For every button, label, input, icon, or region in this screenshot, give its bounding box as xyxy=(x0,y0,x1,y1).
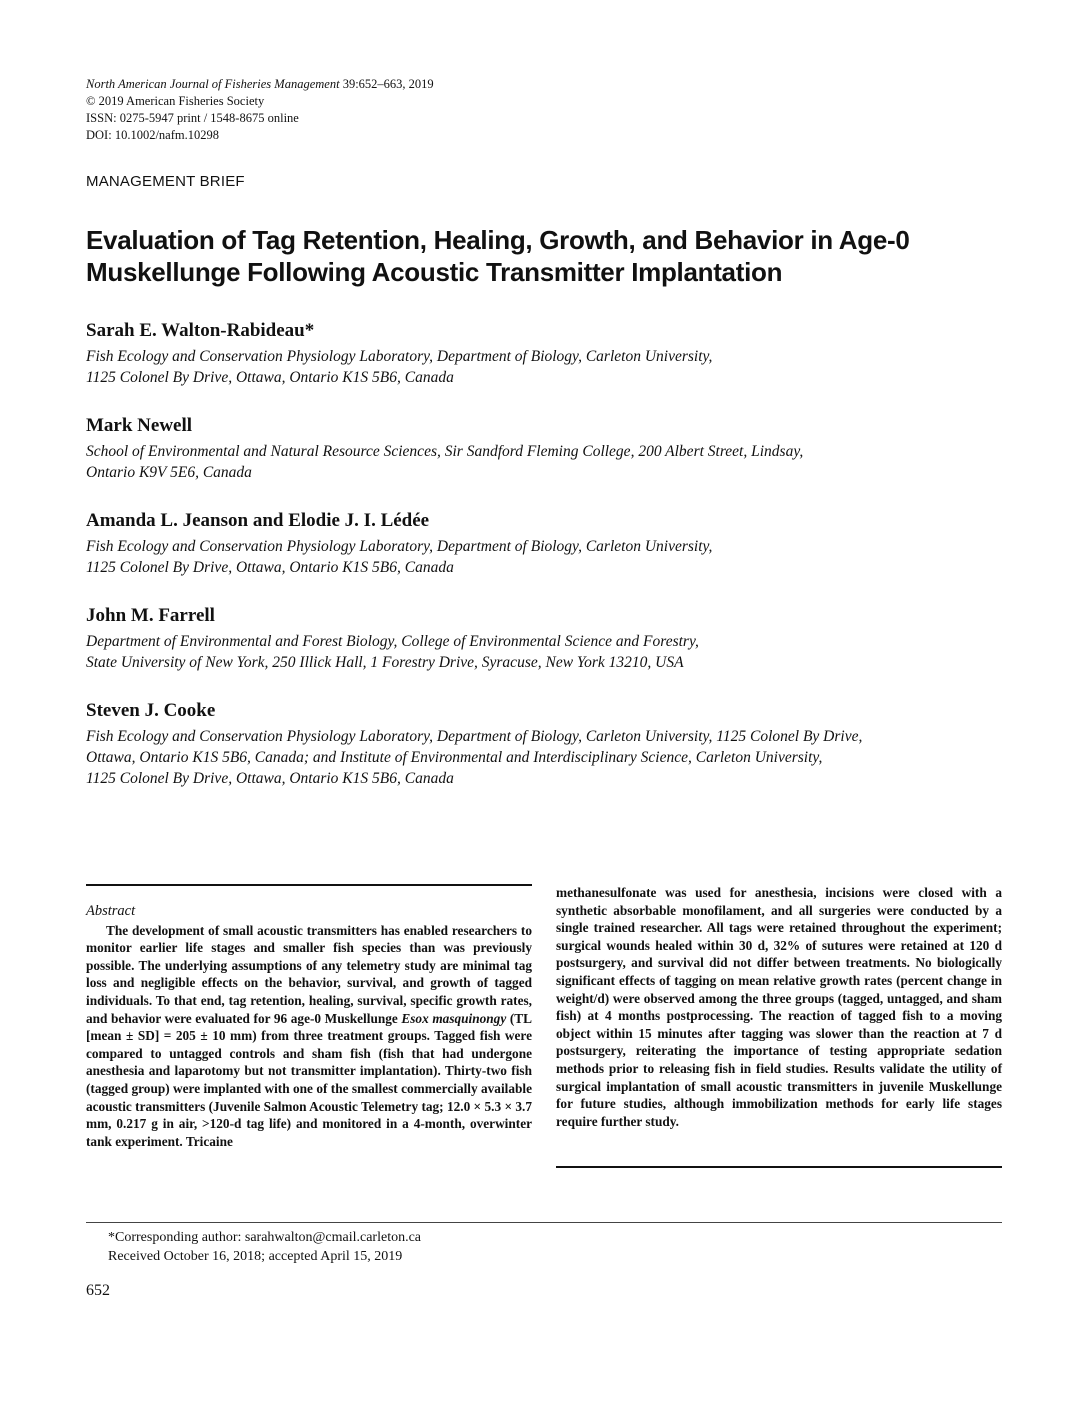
author-name: Steven J. Cooke xyxy=(86,700,216,721)
author-name: Amanda L. Jeanson and Elodie J. I. Lédée xyxy=(86,510,430,531)
author-block xyxy=(86,414,1026,483)
author-block xyxy=(86,604,1026,673)
doi-line: DOI: 10.1002/nafm.10298 xyxy=(86,128,219,142)
affiliation-line: Fish Ecology and Conservation Physiology Laboratory, Department of Biology, Carleton University, xyxy=(86,538,713,555)
abstract-bottom-rule xyxy=(556,1166,1002,1168)
corresponding-author: *Corresponding author: sarahwalton@cmail.carleton.ca xyxy=(108,1230,422,1245)
author-name: John M. Farrell xyxy=(86,605,215,626)
author-affiliation xyxy=(86,536,1026,578)
abstract-text-part: (TL [mean ± SD] = 205 ± 10 mm) from three treatment groups. Tagged fish were compared to untagged controls and sham fish (fish that had undergone anesthesia and laparotomy but not transmitter implantation). Thirty-two fish (tagged group) were implanted with one of the smallest commercially available acoustic transmitters (Juvenile Salmon Acoustic Telemetry tag; 12.0 × 5.3 × 3.7 mm, 0.217 g in air, >120-d tag life) and monitored in a 4-month, overwinter tank experiment. Tricaine xyxy=(86,1010,532,1149)
journal-name: North American Journal of Fisheries Management xyxy=(86,77,340,91)
affiliation-line: Ottawa, Ontario K1S 5B6, Canada; and Institute of Environmental and Interdisciplinary Science, Carleton University, xyxy=(86,749,823,766)
abstract-left-column xyxy=(86,903,532,1150)
author-affiliation xyxy=(86,631,1026,673)
affiliation-line: 1125 Colonel By Drive, Ottawa, Ontario K1S 5B6, Canada xyxy=(86,770,454,787)
footnotes xyxy=(108,1228,421,1266)
issn-line: ISSN: 0275-5947 print / 1548-8675 online xyxy=(86,111,299,125)
species-name: Esox masquinongy xyxy=(401,1010,507,1026)
author-name: Sarah E. Walton-Rabideau* xyxy=(86,320,315,341)
article-title: Evaluation of Tag Retention, Healing, Growth, and Behavior in Age-0 Muskellunge Following Acoustic Transmitter Implantation xyxy=(86,225,910,287)
footnote-rule xyxy=(86,1222,1002,1223)
journal-volume-pages: 39:652–663, 2019 xyxy=(342,77,434,91)
abstract-heading: Abstract xyxy=(86,903,136,919)
section-label: MANAGEMENT BRIEF xyxy=(86,173,245,190)
affiliation-line: Fish Ecology and Conservation Physiology Laboratory, Department of Biology, Carleton University, 1125 Colonel By Drive, xyxy=(86,728,863,745)
affiliation-line: Fish Ecology and Conservation Physiology Laboratory, Department of Biology, Carleton University, xyxy=(86,348,713,365)
affiliation-line: Ontario K9V 5E6, Canada xyxy=(86,464,252,481)
author-affiliation xyxy=(86,346,1026,388)
author-affiliation xyxy=(86,441,1026,483)
affiliation-line: 1125 Colonel By Drive, Ottawa, Ontario K1S 5B6, Canada xyxy=(86,369,454,386)
received-dates: Received October 16, 2018; accepted April 15, 2019 xyxy=(108,1249,403,1264)
affiliation-line: 1125 Colonel By Drive, Ottawa, Ontario K1S 5B6, Canada xyxy=(86,559,454,576)
affiliation-line: School of Environmental and Natural Resource Sciences, Sir Sandford Fleming College, 200 Albert Street, Lindsay, xyxy=(86,443,804,460)
affiliation-line: State University of New York, 250 Illick Hall, 1 Forestry Drive, Syracuse, New York 13210, USA xyxy=(86,654,684,671)
journal-header xyxy=(86,76,686,144)
abstract-text-part: The development of small acoustic transmitters has enabled researchers to monitor earlier life stages and smaller fish species than was previously possible. The underlying assumptions of any telemetry study are minimal tag loss and negligible effects on the behavior, survival, and growth of tagged individuals. To that end, tag retention, healing, survival, specific growth rates, and behavior were evaluated for 96 age-0 Muskellunge xyxy=(86,922,532,1026)
author-block xyxy=(86,699,1026,789)
abstract-right-column: methanesulfonate was used for anesthesia, incisions were closed with a synthetic absorbable monofilament, and all surgeries were conducted by a single trained researcher. All tags were retained throughout the experiment; surgical wounds healed within 30 d, 32% of sutures were retained at 120 d postsurgery, and survival did not differ between treatments. No biologically significant effects of tagging on mean relative growth rates (percent change in weight/d) were observed among the three groups (tagged, untagged, and sham fish) at 4 months postprocessing. The reaction of tagged fish to a moving object within 15 minutes after tagging was slower than the reaction at 7 d postsurgery, reiterating the importance of testing appropriate sedation methods prior to releasing fish in field studies. Results validate the utility of surgical implantation of small acoustic transmitters in juvenile Muskellunge for future studies, although immobilization methods for early life stages require further study. xyxy=(556,885,1002,1129)
page-number: 652 xyxy=(86,1282,110,1299)
copyright-line: © 2019 American Fisheries Society xyxy=(86,94,265,108)
author-affiliation xyxy=(86,726,1026,789)
author-block xyxy=(86,509,1026,578)
abstract-top-rule xyxy=(86,884,532,886)
journal-citation xyxy=(86,76,686,93)
author-name: Mark Newell xyxy=(86,415,193,436)
author-block xyxy=(86,319,1026,388)
affiliation-line: Department of Environmental and Forest Biology, College of Environmental Science and Forestry, xyxy=(86,633,699,650)
